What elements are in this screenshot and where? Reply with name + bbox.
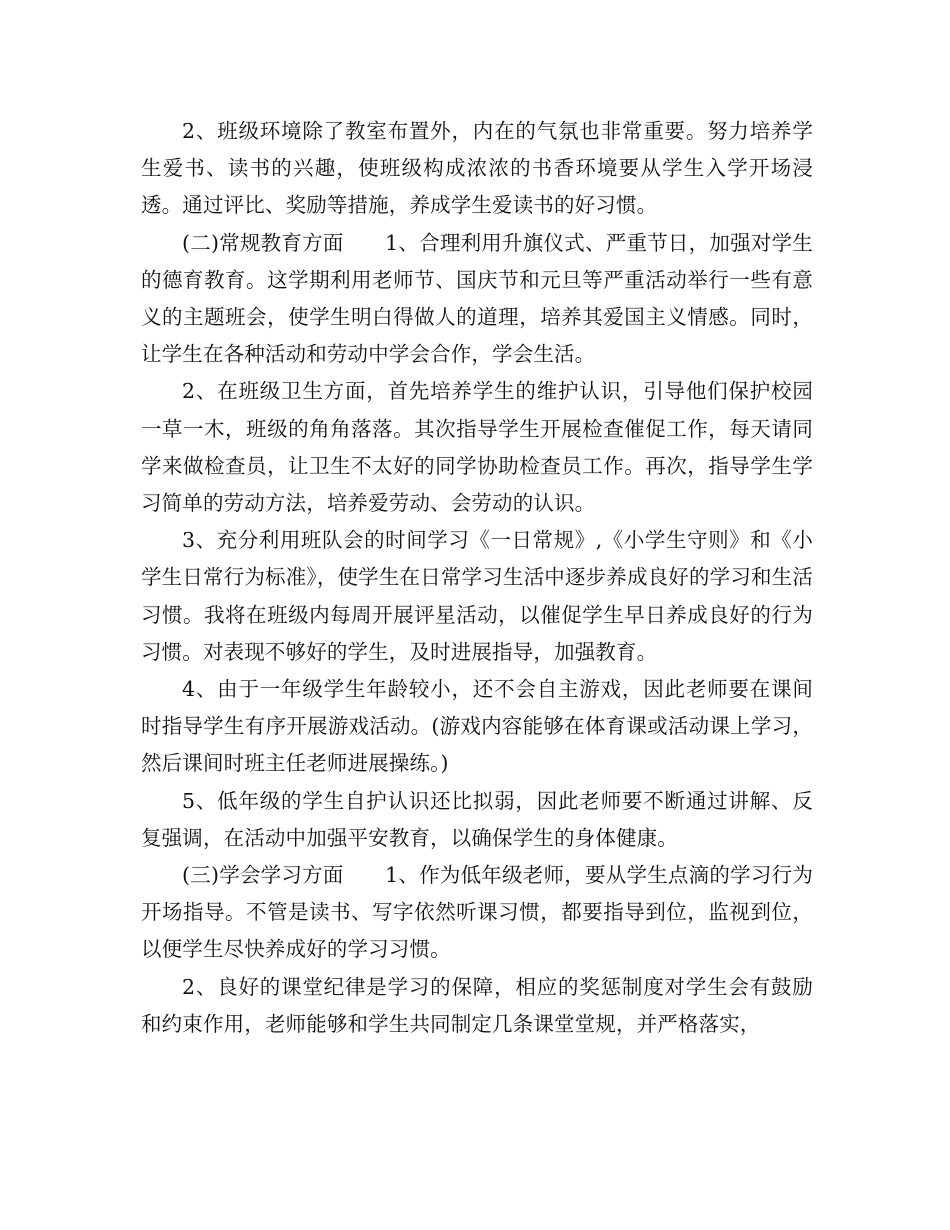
paragraph-recess-games: 4、由于一年级学生年龄较小，还不会自主游戏，因此老师要在课间时指导学生有序开展游戏活动。(游戏内容能够在体育课或活动课上学习，然后课间时班主任老师进展操练。) — [141, 677, 813, 776]
document-body — [141, 113, 813, 1043]
paragraph-safety-education: 5、低年级的学生自护认识还比拟弱，因此老师要不断通过讲解、反复强调，在活动中加强平安教育，以确保学生的身体健康。 — [141, 788, 813, 850]
paragraph-class-hygiene: 2、在班级卫生方面，首先培养学生的维护认识，引导他们保护校园一草一木，班级的角角落落。其次指导学生开展检查催促工作，每天请同学来做检查员，让卫生不太好的同学协助检查员工作。再次，指导学生学习简单的劳动方法，培养爱劳动、会劳动的认识。 — [141, 379, 813, 516]
paragraph-classroom-discipline: 2、良好的课堂纪律是学习的保障，相应的奖惩制度对学生会有鼓励和约束作用，老师能够和学生共同制定几条课堂堂规，并严格落实， — [141, 974, 813, 1036]
paragraph-routine-education: (二)常规教育方面 1、合理利用升旗仪式、严重节日，加强对学生的德育教育。这学期利用老师节、国庆节和元旦等严重活动举行一些有意义的主题班会，使学生明白得做人的道理，培养其爱国主义情感。同时，让学生在各种活动和劳动中学会合作，学会生活。 — [141, 230, 813, 367]
paragraph-learning-habits: (三)学会学习方面 1、作为低年级老师，要从学生点滴的学习行为开场指导。不管是读书、写字依然听课习惯，都要指导到位，监视到位，以便学生尽快养成好的学习习惯。 — [141, 863, 813, 962]
paragraph-class-environment: 2、班级环境除了教室布置外，内在的气氛也非常重要。努力培养学生爱书、读书的兴趣，使班级构成浓浓的书香环境要从学生入学开场浸透。通过评比、奖励等措施，养成学生爱读书的好习惯。 — [141, 119, 813, 218]
paragraph-class-meeting-rules: 3、充分利用班队会的时间学习《一日常规》,《小学生守则》和《小学生日常行为标准》，使学生在日常学习生活中逐步养成良好的学习和生活习惯。我将在班级内每周开展评星活动，以催促学生早日养成良好的行为习惯。对表现不够好的学生，及时进展指导，加强教育。 — [141, 528, 813, 664]
